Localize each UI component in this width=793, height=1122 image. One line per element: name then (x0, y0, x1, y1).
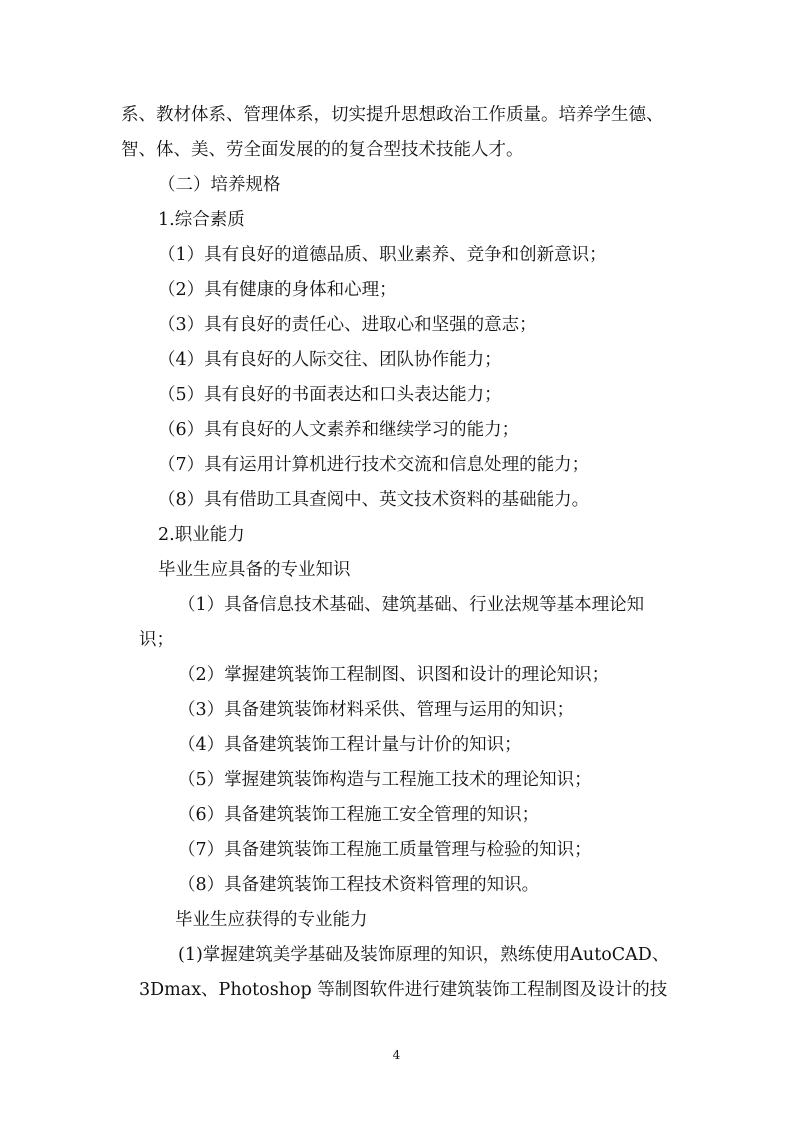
list-item: （5）掌握建筑装饰构造与工程施工技术的理论知识； (178, 770, 592, 790)
list-item: （2）具有健康的身体和心理； (158, 280, 397, 300)
list-item: （6）具有良好的人文素养和继续学习的能力； (158, 420, 520, 440)
list-item: （4）具备建筑装饰工程计量与计价的知识； (178, 735, 522, 755)
list-item: （3）具备建筑装饰材料采供、管理与运用的知识； (178, 700, 575, 720)
section-heading: （二）培养规格 (158, 175, 281, 195)
list-item: （4）具有良好的人际交往、团队协作能力； (158, 350, 502, 370)
subsection-heading: 2.职业能力 (158, 525, 245, 545)
page-number: 4 (392, 1048, 401, 1062)
list-item: （5）具有良好的书面表达和口头表达能力； (158, 385, 502, 405)
paragraph-line: 系、教材体系、管理体系，切实提升思想政治工作质量。培养学生德、 (121, 105, 664, 125)
list-item: （7）具有运用计算机进行技术交流和信息处理的能力； (158, 455, 590, 475)
list-item: （6）具备建筑装饰工程施工安全管理的知识； (178, 805, 540, 825)
subsection-heading: 1.综合素质 (158, 210, 245, 230)
paragraph-line: 智、体、美、劳全面发展的的复合型技术技能人才。 (121, 140, 524, 160)
list-item: (1)掌握建筑美学基础及装饰原理的知识，熟练使用AutoCAD、 (178, 945, 670, 965)
list-item: （3）具有良好的责任心、进取心和坚强的意志； (158, 315, 537, 335)
list-item: （1）具有良好的道德品质、职业素养、竞争和创新意识； (158, 245, 607, 265)
list-item: （8）具有借助工具查阅中、英文技术资料的基础能力。 (158, 490, 590, 510)
list-item: （8）具备建筑装饰工程技术资料管理的知识。 (178, 875, 540, 895)
list-item: （2）掌握建筑装饰工程制图、识图和设计的理论知识； (178, 665, 610, 685)
paragraph-line: 毕业生应获得的专业能力 (175, 910, 368, 930)
list-item-continuation: 识； (139, 630, 174, 650)
list-item-continuation: 3Dmax、Photoshop 等制图软件进行建筑装饰工程制图及设计的技 (139, 980, 668, 1000)
paragraph-line: 毕业生应具备的专业知识 (158, 560, 351, 580)
list-item: （7）具备建筑装饰工程施工质量管理与检验的知识； (178, 840, 592, 860)
list-item: （1）具备信息技术基础、建筑基础、行业法规等基本理论知 (178, 595, 645, 615)
